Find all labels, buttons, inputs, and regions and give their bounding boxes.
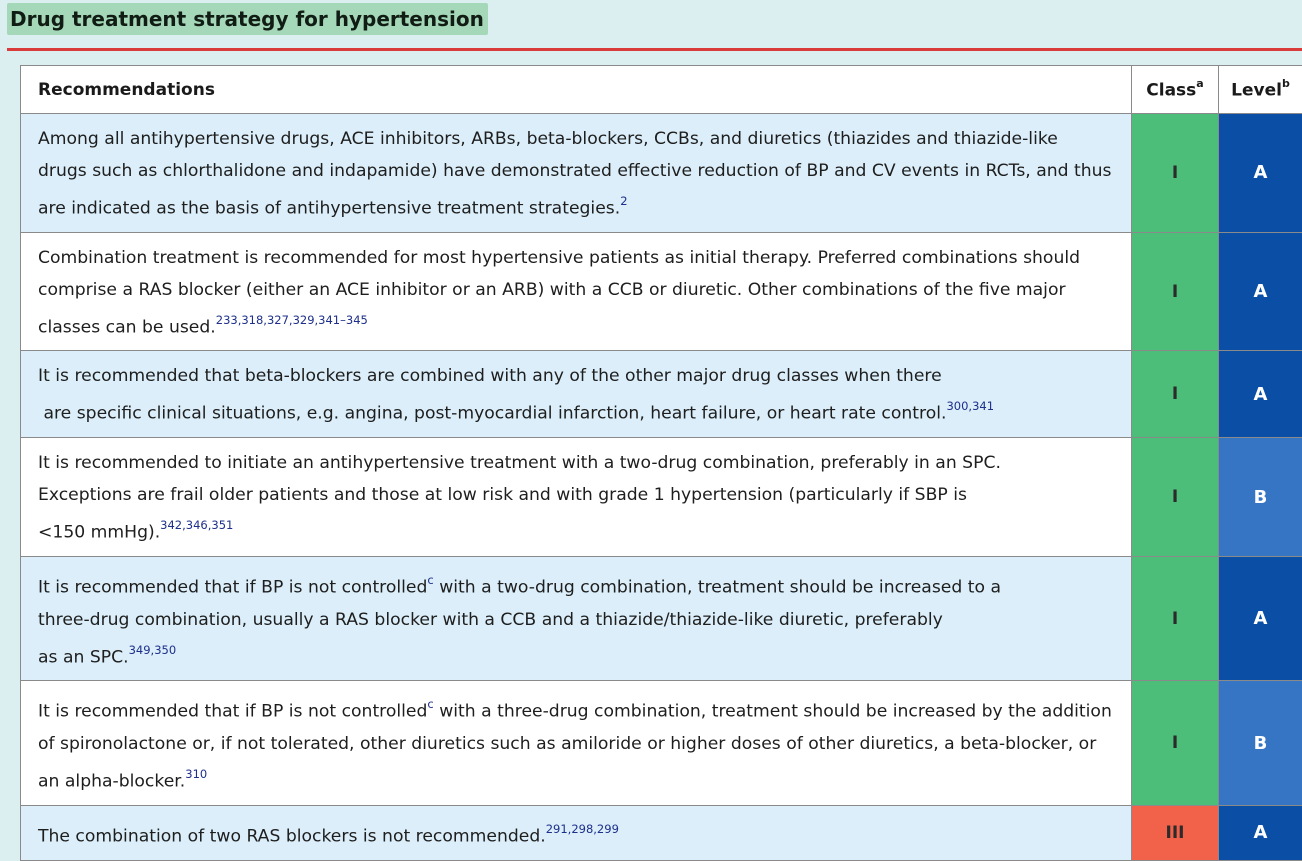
recommendation-text: Combination treatment is recommended for most hypertensive patients as initial therapy. Preferred combinations should comprise a RAS blocker (either an ACE inhibitor or an ARB) with a CCB or diuretic. Other combinations of the five major classes can be used.$^{233,318,327,329,341-345}$ — [21, 232, 1132, 351]
level-cell: B — [1219, 438, 1302, 557]
level-cell: A — [1219, 351, 1302, 438]
reference-citation: 310 — [185, 767, 207, 781]
reference-citation: 233,318,327,329,341–345 — [216, 313, 368, 327]
footnote-marker: c — [427, 573, 433, 587]
title-divider — [7, 48, 1302, 51]
footnote-marker: c — [427, 697, 433, 711]
table-row — [21, 805, 1302, 860]
recommendation-text: It is recommended that beta-blockers are combined with any of the other major drug classes when there are specific clinical situations, e.g. angina, post-myocardial infarction, heart failure, or heart rate control.$^{300,341}$ — [21, 351, 1132, 438]
table-row — [21, 681, 1302, 805]
level-cell: A — [1219, 805, 1302, 860]
class-cell: I — [1132, 351, 1219, 438]
recommendation-text: Among all antihypertensive drugs, ACE inhibitors, ARBs, beta-blockers, CCBs, and diuretics (thiazides and thiazide-like drugs such as chlorthalidone and indapamide) have demonstrated effective reduction of BP and CV events in RCTs, and thus are indicated as the basis of antihypertensive treatment strategies.$^2$ — [21, 114, 1132, 233]
reference-citation: 300,341 — [946, 399, 994, 413]
table-header-row — [21, 66, 1302, 114]
class-cell: I — [1132, 114, 1219, 233]
table-row — [21, 556, 1302, 680]
class-cell: I — [1132, 556, 1219, 680]
class-cell: III — [1132, 805, 1219, 860]
reference-citation: 349,350 — [129, 643, 177, 657]
recommendation-text: The combination of two RAS blockers is not recommended.$^{291,298,299}$ — [21, 805, 1132, 860]
header-class-footnote: a — [1196, 77, 1203, 90]
level-cell: A — [1219, 556, 1302, 680]
header-level: Level$^b$ — [1219, 66, 1302, 114]
recommendations-table-container — [20, 65, 1302, 806]
section-title-wrap — [7, 3, 488, 35]
table-row — [21, 438, 1302, 557]
reference-citation: 291,298,299 — [546, 822, 619, 836]
header-level-footnote: b — [1282, 77, 1290, 90]
header-recommendations: Recommendations — [21, 66, 1132, 114]
reference-citation: 342,346,351 — [160, 518, 233, 532]
level-cell: A — [1219, 232, 1302, 351]
recommendation-text: It is recommended that if BP is not controlled$^c$ with a three-drug combination, treatment should be increased by the addition of spironolactone or, if not tolerated, other diuretics such as amiloride or higher doses of other diuretics, a beta-blocker, or an alpha-blocker.$^{310}$ — [21, 681, 1132, 805]
class-cell: I — [1132, 681, 1219, 805]
reference-citation: 2 — [620, 194, 627, 208]
level-cell: B — [1219, 681, 1302, 805]
class-cell: I — [1132, 232, 1219, 351]
recommendation-text: It is recommended that if BP is not controlled$^c$ with a two-drug combination, treatment should be increased to a three-drug combination, usually a RAS blocker with a CCB and a thiazide/thiazide-like diuretic, preferably as an SPC.$^{349,350}$ — [21, 556, 1132, 680]
class-cell: I — [1132, 438, 1219, 557]
level-cell: A — [1219, 114, 1302, 233]
table-row — [21, 232, 1302, 351]
recommendation-text: It is recommended to initiate an antihypertensive treatment with a two-drug combination, preferably in an SPC. Exceptions are frail older patients and those at low risk and with grade 1 hypertension (particularly if SBP is <150 mmHg).$^{342,346,351}$ — [21, 438, 1132, 557]
table-row — [21, 114, 1302, 233]
section-title: Drug treatment strategy for hypertension — [7, 3, 488, 35]
table-row — [21, 351, 1302, 438]
recommendations-table — [20, 65, 1302, 861]
header-class: Class$^a$ — [1132, 66, 1219, 114]
